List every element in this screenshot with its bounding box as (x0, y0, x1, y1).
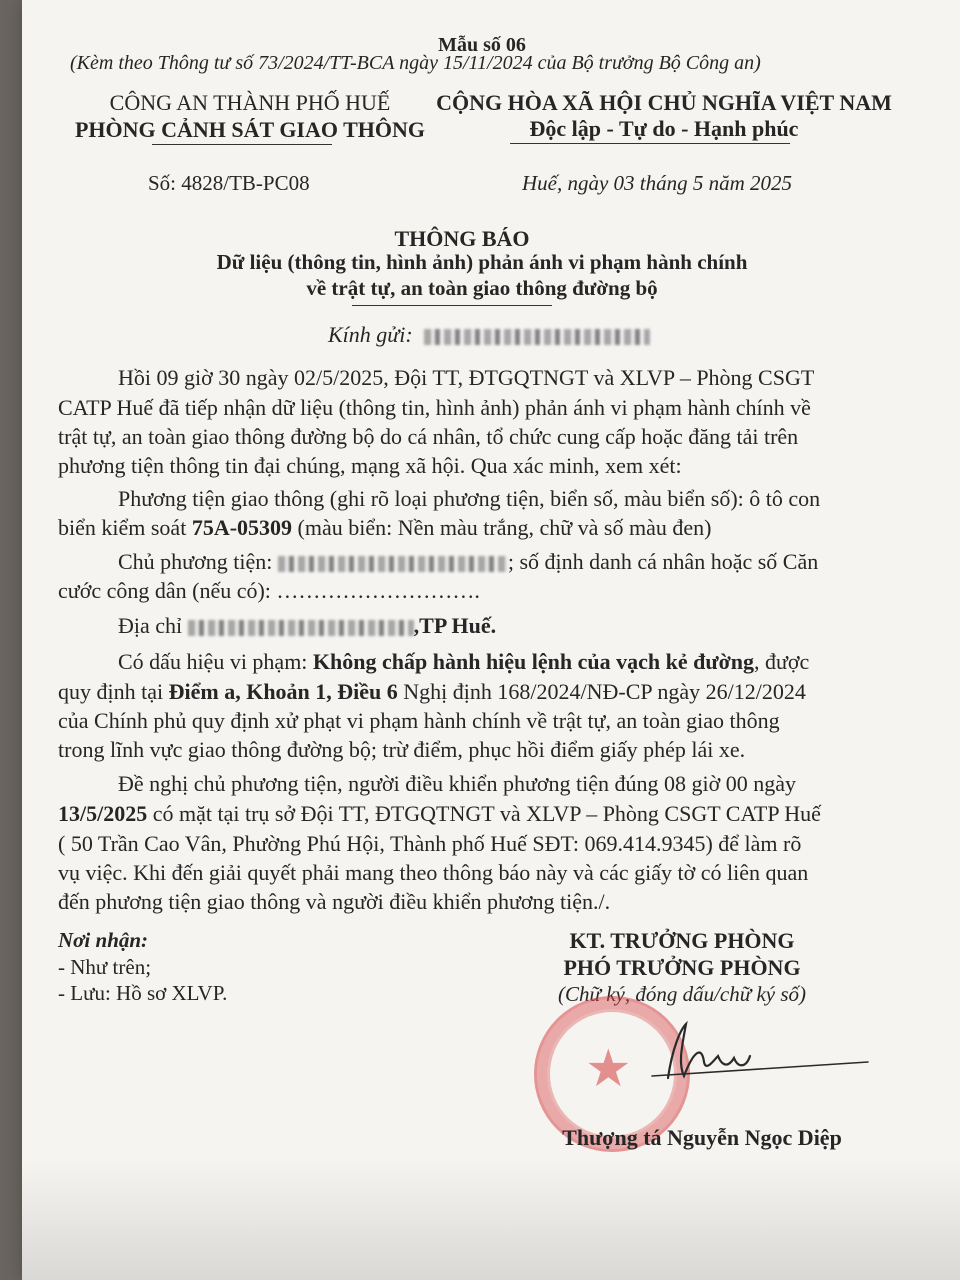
redacted-owner-name (278, 556, 508, 572)
appointment-location: có mặt tại trụ sở Đội TT, ĐTGQTNGT và XLVP – Phòng CSGT CATP Huế (147, 801, 821, 826)
agency-name: PHÒNG CẢNH SÁT GIAO THÔNG (74, 117, 425, 142)
signer-name: Thượng tá Nguyễn Ngọc Diệp (562, 1125, 842, 1150)
agency-parent: CÔNG AN THÀNH PHỐ HUẾ (109, 90, 391, 115)
violation-label: Có dấu hiệu vi phạm: (118, 649, 313, 674)
license-plate: 75A-05309 (191, 515, 293, 540)
signature-title1: KT. TRƯỞNG PHÒNG (569, 928, 795, 953)
regulation-label: quy định tại (58, 679, 169, 704)
paper-shadow (22, 1160, 960, 1280)
national-motto: Độc lập - Tự do - Hạnh phúc (529, 116, 799, 141)
recipient-line (328, 322, 650, 348)
form-number: Mẫu số 06 (438, 34, 526, 56)
para1-line4: phương tiện thông tin đại chúng, mạng xã hội. Qua xác minh, xem xét: (58, 453, 682, 478)
para1-line1: Hồi 09 giờ 30 ngày 02/5/2025, Đội TT, ĐTGQTNGT và XLVP – Phòng CSGT (118, 365, 815, 390)
appointment-date: 13/5/2025 (58, 801, 148, 826)
para1-line2: CATP Huế đã tiếp nhận dữ liệu (thông tin, hình ảnh) phản ánh vi phạm hành chính về (58, 395, 811, 420)
para5-line4: trong lĩnh vực giao thông đường bộ; trừ điểm, phục hồi điểm giấy phép lái xe. (58, 737, 746, 762)
document-subtitle-line2: về trật tự, an toàn giao thông đường bộ (306, 276, 658, 300)
plate-label: biển kiểm soát (58, 515, 192, 540)
violation-suffix: , được (754, 649, 810, 674)
para5-line3: của Chính phủ quy định xử phạt vi phạm hành chính về trật tự, an toàn giao thông (58, 708, 780, 733)
plate-color: (màu biển: Nền màu trắng, chữ và số màu đen) (292, 515, 712, 540)
id-label: ; số định danh cá nhân hoặc số Căn (507, 549, 819, 574)
para5-line2 (58, 676, 806, 708)
recipients-item1: - Như trên; (58, 955, 152, 979)
address-city: ,TP Huế. (413, 613, 497, 638)
para6-line1: Đề nghị chủ phương tiện, người điều khiển phương tiện đúng 08 giờ 00 ngày (118, 771, 797, 796)
address-label: Địa chỉ (118, 613, 188, 638)
redacted-address (188, 620, 414, 636)
signature-note: (Chữ ký, đóng dấu/chữ ký số) (557, 982, 806, 1006)
para6-line5: đến phương tiện giao thông và người điều khiển phương tiện./. (58, 889, 611, 914)
para6-line4: vụ việc. Khi đến giải quyết phải mang theo thông báo này và các giấy tờ có liên quan (58, 860, 809, 885)
recipients-item2: - Lưu: Hồ sơ XLVP. (58, 981, 228, 1005)
para2-line2 (58, 512, 711, 544)
seal-star-icon: ★ (585, 1039, 632, 1099)
recipient-label: Kính gửi: (328, 322, 413, 347)
para6-line3: ( 50 Trần Cao Vân, Phường Phú Hội, Thành phố Huế SĐT: 069.414.9345) để làm rõ (58, 831, 802, 856)
place-date: Huế, ngày 03 tháng 5 năm 2025 (522, 171, 793, 195)
para6-line2 (58, 798, 821, 830)
decree-reference: Nghị định 168/2024/NĐ-CP ngày 26/12/2024 (397, 679, 806, 704)
document-page (22, 0, 960, 1280)
document-number: Số: 4828/TB-PC08 (148, 171, 310, 195)
country-name: CỘNG HÒA XÃ HỘI CHỦ NGHĨA VIỆT NAM (436, 90, 892, 115)
signature-title2: PHÓ TRƯỞNG PHÒNG (563, 955, 801, 980)
para4-address (118, 610, 496, 642)
circular-note: (Kèm theo Thông tư số 73/2024/TT-BCA ngày 15/11/2024 của Bộ trưởng Bộ Công an) (70, 52, 761, 74)
para3-line2: cước công dân (nếu có): ………………………. (58, 578, 480, 603)
owner-label: Chủ phương tiện: (118, 549, 278, 574)
para5-line1 (118, 646, 809, 678)
redacted-recipient (424, 329, 650, 345)
title-underline (352, 305, 552, 306)
document-title: THÔNG BÁO (394, 226, 530, 251)
para2-line1: Phương tiện giao thông (ghi rõ loại phương tiện, biển số, màu biển số): ô tô con (118, 486, 821, 511)
regulation-clause: Điểm a, Khoản 1, Điều 6 (168, 679, 398, 704)
handwritten-signature (642, 1010, 882, 1090)
violation-description: Không chấp hành hiệu lệnh của vạch kẻ đường (312, 649, 754, 674)
para3-line1 (118, 546, 818, 578)
recipients-heading: Nơi nhận: (58, 928, 149, 952)
para1-line3: trật tự, an toàn giao thông đường bộ do cá nhân, tổ chức cung cấp hoặc đăng tải trên (58, 424, 799, 449)
motto-underline (510, 143, 790, 144)
agency-underline (152, 144, 332, 145)
document-subtitle-line1: Dữ liệu (thông tin, hình ảnh) phản ánh vi phạm hành chính (216, 250, 748, 274)
